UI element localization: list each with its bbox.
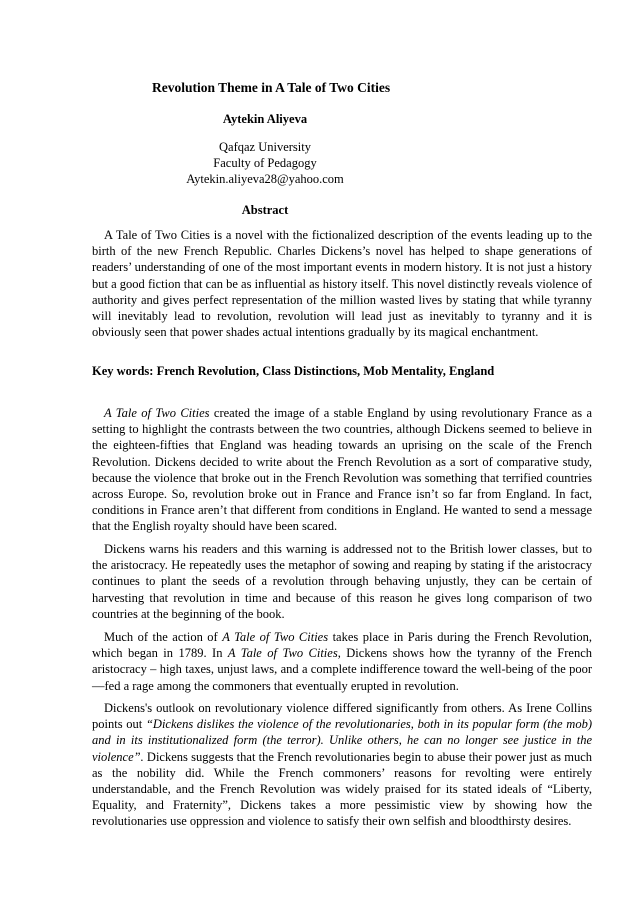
- book-title-italic: A Tale of Two Cities: [104, 406, 210, 420]
- paragraph-text: Dickens's outlook on revolutionary violence differed significantly from others. As Irene Collins points out: [92, 701, 592, 732]
- paragraph-text: created the image of a stable England by using revolutionary France as a setting to highlight the contrasts between the two countries, although Dickens seemed to believe in the eighteen-fifties that England was heading towards an uprising on the scale of the French Revolution. Dickens decided to write about the French Revolution as a sort of comparative study, because the violence that broke out in the French Revolution was something that terrified countries across Europe. So, revolution broke out in France and France isn’t so far from England. In fact, conditions in France aren’t that different from conditions in England. He wanted to send a message that the English royalty should have been scared.: [92, 406, 592, 534]
- author-name: Aytekin Aliyeva: [222, 112, 308, 126]
- paragraph-text: Dickens suggests that the French revolutionaries begin to abuse their power just as much as the nobility did. While the French commoners’ reasons for revolting were entirely understandable, and the French Revolution was widely praised for its stated ideals of “Liberty, Equality, and Fraternity”, Dickens takes a more pessimistic view by showing how the revolutionaries use oppression and violence to satisfy their own selfish and bloodthirsty desires.: [92, 749, 592, 829]
- paragraph-text: takes place in Paris during the French Revolution, which began in 1789. In: [92, 630, 592, 661]
- abstract-text: [92, 227, 592, 340]
- author-email: Aytekin.aliyeva28@yahoo.com: [186, 172, 344, 186]
- quotation-italic: “Dickens dislikes the violence of the revolutionaries, both in its popular form (the mob) and in its institutionalized form (the terror). Unlike others, he can no longer see justice in the violence”.: [92, 717, 592, 764]
- faculty: Faculty of Pedagogy: [213, 156, 317, 170]
- paragraph-text: Much of the action of: [104, 630, 223, 644]
- university: Qafqaz University: [219, 140, 311, 154]
- keywords: Key words: French Revolution, Class Distinctions, Mob Mentality, England: [92, 364, 495, 378]
- body-paragraph-3: [92, 629, 592, 694]
- body-paragraph-4: [92, 700, 592, 830]
- abstract-text-body: A Tale of Two Cities is a novel with the fictionalized description of the events leading up to the birth of the new French Republic. Charles Dickens’s novel has helped to shape generations of readers’ understanding of one of the most important events in modern history. It is not just a history but a good fiction that can be as influential as history itself. This novel distinctly reveals violence of authority and gives perfect representation of the million wasted lives by stating that while tyranny will inevitably lead to revolution, revolution will lead just as inevitably to tyranny and it is obviously seen that power shades actual intentions gradually by its magical enchantment.: [92, 228, 592, 340]
- paragraph-text: Dickens warns his readers and this warning is addressed not to the British lower classes, but to the aristocracy. He repeatedly uses the metaphor of sowing and reaping by stating if the aristocracy continues to plant the seeds of a revolution through behaving unjustly, they can be certain of harvesting that revolution in time and because of this reason he gives long comparison of two countries at the beginning of the book.: [92, 542, 592, 621]
- paragraph-text: , Dickens shows how the tyranny of the French aristocracy – high taxes, unjust laws, and a complete indifference toward the well-being of the poor—fed a rage among the commoners that eventually erupted in revolution.: [92, 646, 593, 693]
- abstract-heading: Abstract: [241, 203, 289, 217]
- paper-title: Revolution Theme in A Tale of Two Cities: [152, 80, 391, 95]
- book-title-italic: A Tale of Two Cities: [227, 646, 338, 661]
- body-paragraph-1: [92, 405, 592, 535]
- book-title-italic: A Tale of Two Cities: [222, 630, 329, 644]
- body-paragraph-2: [92, 541, 592, 622]
